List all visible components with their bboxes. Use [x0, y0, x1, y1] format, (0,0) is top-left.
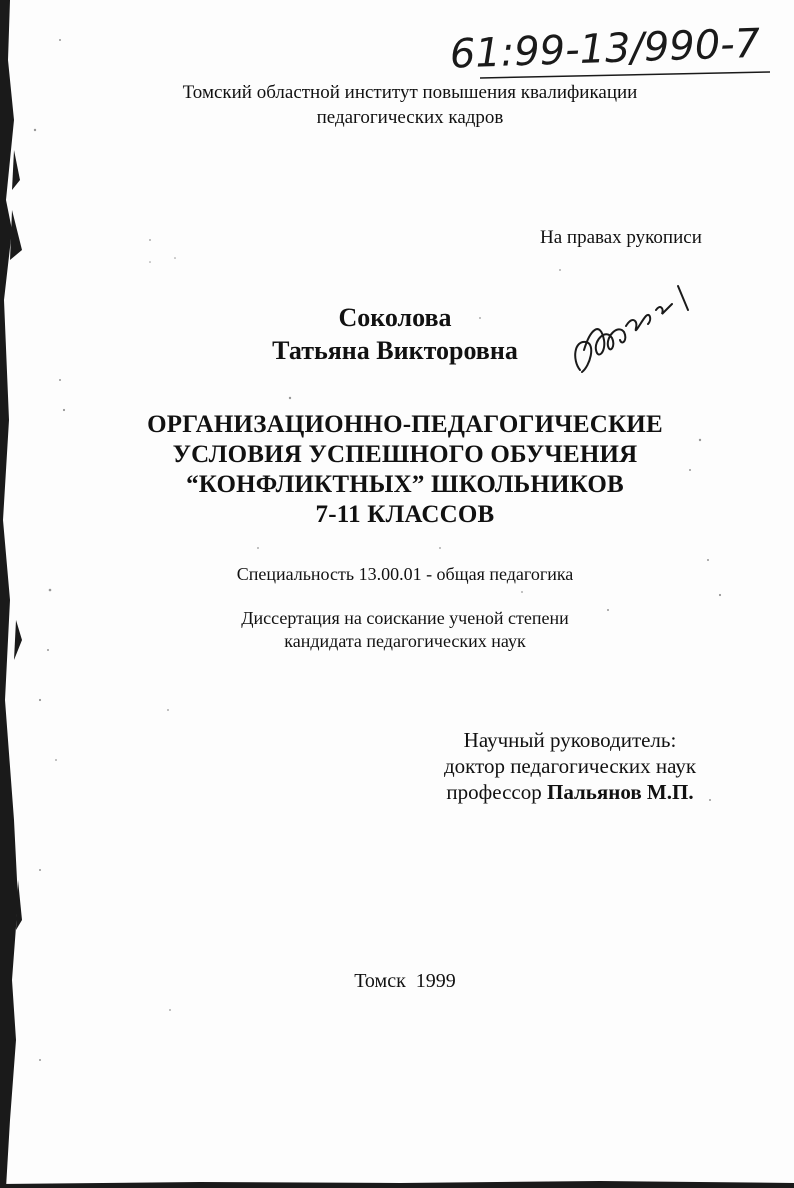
- archive-number-text: 61:99-13/990-7: [449, 20, 761, 78]
- institute-line-1: Томский областной институт повышения квалификации: [182, 82, 638, 103]
- institute-name: [100, 80, 720, 130]
- supervisor-block: [410, 727, 730, 805]
- footer-year: 1999: [415, 970, 456, 992]
- scan-edge-bottom: [0, 1178, 794, 1188]
- degree-line-1: Диссертация на соискание ученой степени: [241, 608, 569, 628]
- author-given-names: Татьяна Викторовна: [272, 336, 518, 365]
- manuscript-note: На правах рукописи: [540, 227, 702, 248]
- supervisor-name: Пальянов М.П.: [547, 780, 694, 804]
- place-and-year: [100, 970, 710, 993]
- supervisor-degree: доктор педагогических наук: [443, 754, 697, 778]
- degree-statement: [100, 607, 710, 653]
- supervisor-rank-name: [410, 779, 730, 805]
- author-surname: Соколова: [338, 303, 452, 332]
- title-line-2: УСЛОВИЯ УСПЕШНОГО ОБУЧЕНИЯ: [172, 441, 638, 468]
- institute-line-2: педагогических кадров: [316, 107, 504, 128]
- supervisor-label: Научный руководитель:: [463, 728, 677, 752]
- footer-city: Томск: [354, 970, 406, 992]
- dissertation-title: [100, 410, 710, 530]
- author-block: [240, 301, 550, 367]
- supervisor-rank: профессор: [446, 780, 542, 804]
- title-line-1: ОРГАНИЗАЦИОННО-ПЕДАГОГИЧЕСКИЕ: [147, 411, 663, 438]
- degree-line-2: кандидата педагогических наук: [284, 631, 526, 651]
- title-line-3: “КОНФЛИКТНЫХ” ШКОЛЬНИКОВ: [186, 471, 624, 498]
- author-signature: [560, 280, 710, 390]
- specialty: Специальность 13.00.01 - общая педагогика: [236, 564, 574, 584]
- title-line-4: 7-11 КЛАССОВ: [315, 501, 495, 528]
- scan-edge-left: [0, 0, 22, 1188]
